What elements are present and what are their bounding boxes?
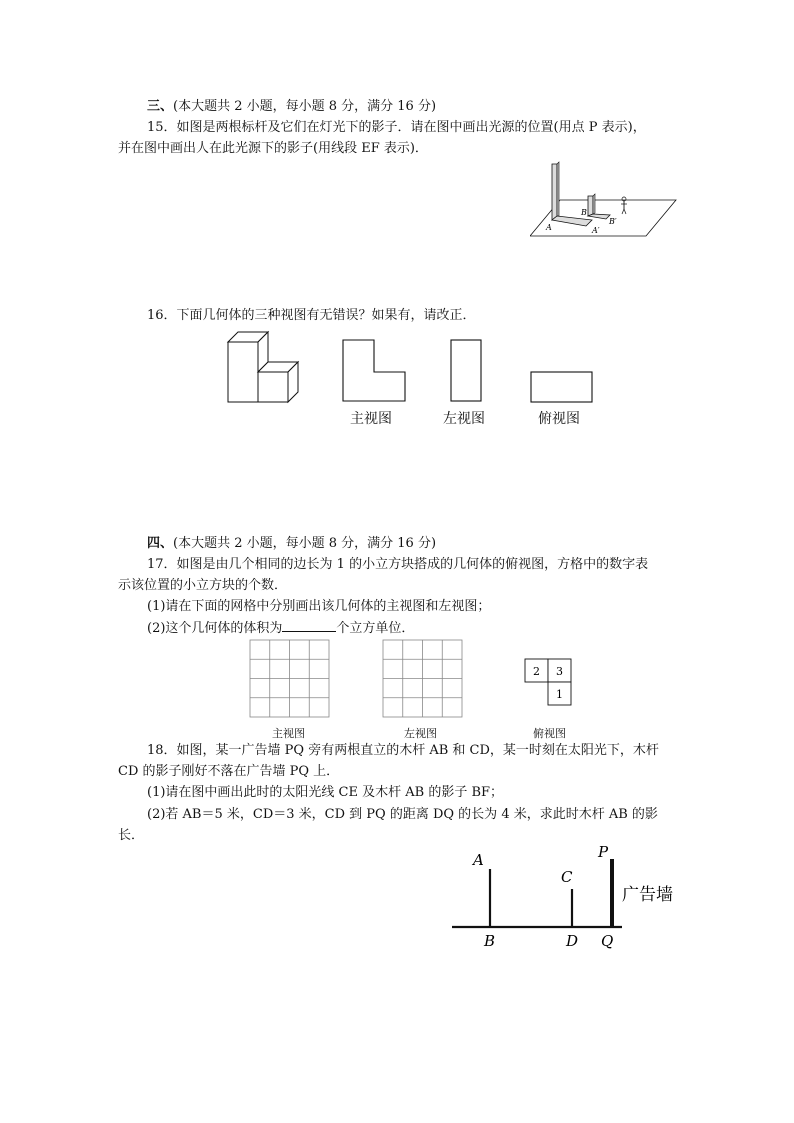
q16-top-caption: 俯视图 xyxy=(538,411,580,427)
q17-top-caption: 俯视图 xyxy=(533,727,566,740)
q18-text-line1: 18．如图，某一广告墙 PQ 旁有两根直立的木杆 AB 和 CD，某一时刻在太阳光下，木杆 xyxy=(147,743,659,758)
q17-part2-prefix: (2)这个几何体的体积为 xyxy=(147,621,283,636)
label-Q: Q xyxy=(601,932,614,950)
label-B: B xyxy=(484,932,496,950)
q18-figure xyxy=(448,842,688,954)
q18-part1: (1)请在图中画出此时的太阳光线 CE 及木杆 AB 的影子 BF； xyxy=(147,785,504,800)
q17-top-view-grid xyxy=(524,658,574,708)
tall-pole xyxy=(552,164,557,220)
grid-number-3: 3 xyxy=(556,665,563,678)
q16-top-view xyxy=(530,371,594,403)
label-C: C xyxy=(561,868,573,886)
grid-number-1: 1 xyxy=(556,688,563,701)
q16-left-caption: 左视图 xyxy=(443,411,485,427)
q15-figure xyxy=(530,158,680,240)
q17-part2 xyxy=(147,619,414,638)
q16-text: 16．下面几何体的三种视图有无错误？如果有，请改正． xyxy=(147,308,476,323)
q17-answer-blank[interactable] xyxy=(282,619,336,632)
q17-front-caption: 主视图 xyxy=(272,727,305,740)
q16-front-view xyxy=(342,339,408,403)
q18-part2-line1: (2)若 AB＝5 米，CD＝3 米，CD 到 PQ 的距离 DQ 的长为 4 米，求此时木杆 AB 的影 xyxy=(147,807,658,822)
q16-front-caption: 主视图 xyxy=(350,411,392,427)
q16-left-view xyxy=(450,339,482,403)
label-D: D xyxy=(566,932,579,950)
q18-part2-line2: 长． xyxy=(118,828,145,843)
q15-text-line1: 15．如图是两根标杆及它们在灯光下的影子．请在图中画出光源的位置(用点 P 表示)， xyxy=(147,120,646,135)
short-pole xyxy=(588,196,593,216)
q17-front-grid[interactable] xyxy=(249,639,331,719)
grid-number-2: 2 xyxy=(533,665,540,678)
q17-part2-suffix: 个立方单位． xyxy=(336,621,415,636)
section3-header xyxy=(147,98,436,116)
q17-part1: (1)请在下面的网格中分别画出该几何体的主视图和左视图； xyxy=(147,599,491,614)
wall-label: 广告墙 xyxy=(622,885,673,905)
q18-text-line2: CD 的影子刚好不落在广告墙 PQ 上． xyxy=(118,764,340,779)
q17-left-grid[interactable] xyxy=(382,639,464,719)
section4-header xyxy=(147,535,436,553)
section4-number: 四、 xyxy=(147,536,174,551)
label-B: B xyxy=(581,208,587,217)
section4-description: (本大题共 2 小题，每小题 8 分，满分 16 分) xyxy=(173,536,437,551)
label-A: A xyxy=(473,851,484,869)
label-A-prime: A′ xyxy=(592,226,600,235)
section3-description: (本大题共 2 小题，每小题 8 分，满分 16 分) xyxy=(173,99,437,114)
label-A: A xyxy=(546,223,552,232)
label-B-prime: B′ xyxy=(609,217,617,226)
q16-solid-figure xyxy=(226,328,302,404)
label-P: P xyxy=(598,843,609,861)
q15-text-line2: 并在图中画出人在此光源下的影子(用线段 EF 表示)． xyxy=(118,141,428,156)
q17-text-line2: 示该位置的小立方块的个数． xyxy=(118,578,288,593)
q17-text-line1: 17．如图是由几个相同的边长为 1 的小立方块搭成的几何体的俯视图，方格中的数字表 xyxy=(147,557,649,572)
q17-left-caption: 左视图 xyxy=(404,727,437,740)
section3-number: 三、 xyxy=(147,99,174,114)
